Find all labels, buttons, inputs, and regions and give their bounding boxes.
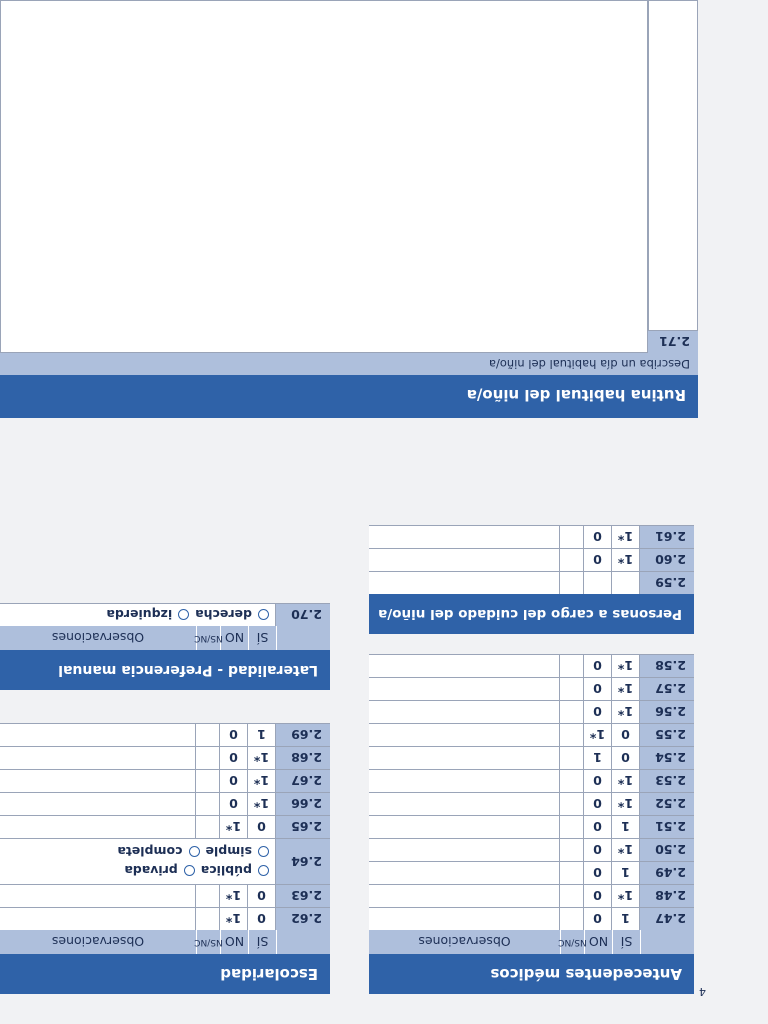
lateralidad-subheader <box>0 626 330 650</box>
col-nsnc: NS/NC <box>560 930 584 954</box>
table-row: 2.65 0 1* <box>0 815 330 838</box>
table-row: 2.69 1 0 <box>0 723 330 746</box>
table-row: 2.56 1* 0 <box>369 700 694 723</box>
table-row: 2.48 1* 0 <box>369 884 694 907</box>
page-number: 4 <box>699 985 706 998</box>
radio-derecha[interactable] <box>258 610 269 621</box>
table-row: 2.59 <box>369 571 694 594</box>
col-observaciones: Observaciones <box>418 934 511 950</box>
table-row: 2.53 1* 0 <box>369 769 694 792</box>
table-row: 2.68 1* 0 <box>0 746 330 769</box>
radio-privada[interactable] <box>184 866 195 877</box>
esc-col-no: NO <box>220 930 248 954</box>
rutina-answer-box[interactable] <box>0 0 648 353</box>
table-row: 2.61 1* 0 <box>369 525 694 548</box>
rutina-prompt: Describa un día habitual del niño/a <box>0 353 698 375</box>
lat-col-si: SÍ <box>248 626 276 650</box>
table-row: 2.54 0 1 <box>369 746 694 769</box>
table-row: 2.63 0 1* <box>0 884 330 907</box>
table-row: 2.49 1 0 <box>369 861 694 884</box>
esc-col-si: SÍ <box>248 930 276 954</box>
lateralidad-header: Lateralidad - Preferencia manual <box>0 650 330 690</box>
table-row: 2.66 1* 0 <box>0 792 330 815</box>
rutina-number: 2.71 <box>648 331 698 353</box>
personas-header: Personas a cargo del cuidado del niño/a <box>369 594 694 634</box>
table-row: 2.60 1* 0 <box>369 548 694 571</box>
table-row: 2.57 1* 0 <box>369 677 694 700</box>
table-row: 2.47 1 0 <box>369 907 694 930</box>
section-divider <box>0 415 698 418</box>
escolaridad-header: Escolaridad <box>0 954 330 994</box>
col-no: NO <box>584 930 612 954</box>
personas-table <box>369 525 694 594</box>
radio-izquierda[interactable] <box>178 610 189 621</box>
radio-completa[interactable] <box>189 847 200 858</box>
table-row: 2.51 1 0 <box>369 815 694 838</box>
antecedentes-subheader <box>369 930 694 954</box>
lat-col-nsnc: NS/NC <box>196 626 220 650</box>
table-row: 2.55 0 1* <box>369 723 694 746</box>
esc-col-observaciones: Observaciones <box>51 934 145 950</box>
table-row: 2.52 1* 0 <box>369 792 694 815</box>
table-row: 2.58 1* 0 <box>369 654 694 677</box>
lat-col-no: NO <box>220 626 248 650</box>
table-row: 2.50 1* 0 <box>369 838 694 861</box>
table-row-options: 2.64 pública privada simple completa <box>0 838 330 884</box>
rutina-margin <box>648 0 698 331</box>
radio-publica[interactable] <box>258 866 269 877</box>
lat-col-observaciones: Observaciones <box>51 630 145 646</box>
antecedentes-header: Antecedentes médicos <box>369 954 694 994</box>
table-row: 2.67 1* 0 <box>0 769 330 792</box>
radio-simple[interactable] <box>258 847 269 858</box>
escolaridad-rows <box>0 723 330 838</box>
table-row: 2.62 0 1* <box>0 907 330 930</box>
escolaridad-table <box>0 723 330 930</box>
table-row-options: 2.70 derecha izquierda <box>0 603 330 626</box>
esc-col-nsnc: NS/NC <box>196 930 220 954</box>
lateralidad-table <box>0 603 330 626</box>
escolaridad-subheader <box>0 930 330 954</box>
rutina-header: Rutina habitual del niño/a <box>0 375 698 415</box>
col-si: SÍ <box>612 930 640 954</box>
antecedentes-table <box>369 654 694 930</box>
